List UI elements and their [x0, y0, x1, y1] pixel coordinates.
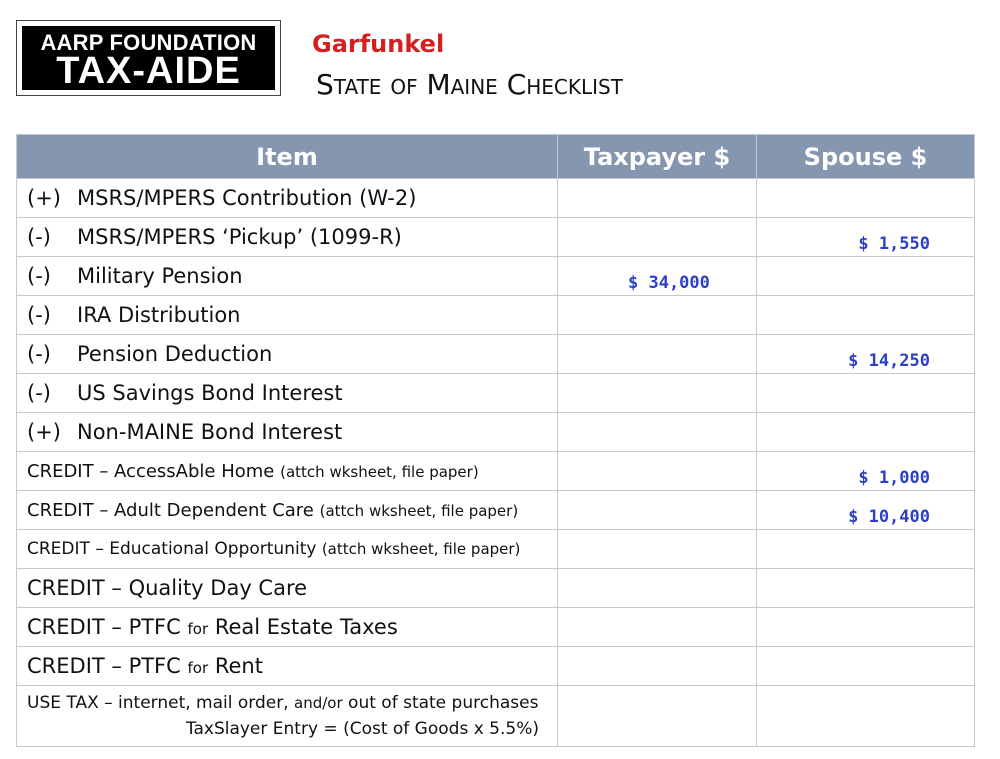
- row-label2: Real Estate Taxes: [214, 615, 398, 639]
- row-sign: (+): [27, 186, 61, 210]
- row-label: MSRS/MPERS ‘Pickup’ (1099-R): [77, 225, 402, 249]
- table-row: [17, 491, 975, 530]
- taxpayer-amount[interactable]: [558, 335, 757, 374]
- table-row-use-tax: [17, 686, 975, 747]
- row-item: [17, 413, 558, 452]
- table-row: [17, 296, 975, 335]
- table-row: [17, 608, 975, 647]
- row-note: (attch wksheet, file paper): [319, 501, 519, 520]
- row-sign: (-): [27, 303, 51, 327]
- row-item: [17, 257, 558, 296]
- row-item: [17, 530, 558, 569]
- page-title-text: State of Maine Checklist: [316, 68, 623, 101]
- spouse-amount[interactable]: [757, 686, 975, 747]
- spouse-amount[interactable]: [757, 374, 975, 413]
- taxpayer-amount[interactable]: [558, 296, 757, 335]
- row-label: Pension Deduction: [77, 342, 273, 366]
- row-label: CREDIT – PTFC: [27, 654, 181, 678]
- spouse-amount[interactable]: [757, 608, 975, 647]
- table-row: [17, 179, 975, 218]
- spouse-amount[interactable]: $ 14,250: [757, 335, 975, 374]
- table-row: [17, 257, 975, 296]
- row-item: [17, 569, 558, 608]
- row-item: [17, 608, 558, 647]
- header-taxpayer: Taxpayer $: [558, 135, 757, 179]
- row-label: CREDIT – Adult Dependent Care: [27, 499, 314, 521]
- logo-block: [22, 26, 275, 90]
- spouse-amount[interactable]: [757, 179, 975, 218]
- spouse-amount[interactable]: $ 1,000: [757, 452, 975, 491]
- taxpayer-amount[interactable]: [558, 647, 757, 686]
- taxpayer-amount[interactable]: [558, 686, 757, 747]
- spouse-amount[interactable]: [757, 257, 975, 296]
- taxpayer-amount[interactable]: [558, 179, 757, 218]
- row-label: CREDIT – Quality Day Care: [27, 576, 308, 600]
- use-tax-small-word: and/or: [294, 694, 343, 712]
- row-item: [17, 218, 558, 257]
- row-sign: (+): [27, 420, 61, 444]
- row-small-word: for: [187, 620, 209, 638]
- row-item: [17, 452, 558, 491]
- taxpayer-amount[interactable]: [558, 491, 757, 530]
- row-item: [17, 374, 558, 413]
- spouse-amount[interactable]: [757, 647, 975, 686]
- row-item: [17, 647, 558, 686]
- spouse-amount[interactable]: [757, 413, 975, 452]
- checklist-table: [16, 134, 975, 747]
- spouse-amount[interactable]: [757, 530, 975, 569]
- use-tax-line2: TaxSlayer Entry = (Cost of Goods x 5.5%): [185, 719, 539, 739]
- use-tax-line1: [27, 693, 557, 713]
- use-tax-part2: out of state purchases: [348, 693, 539, 713]
- row-label: CREDIT – Educational Opportunity: [27, 539, 317, 559]
- table-row: [17, 218, 975, 257]
- row-label: IRA Distribution: [77, 303, 241, 327]
- aarp-tax-aide-logo: [16, 20, 281, 96]
- page-title: [316, 68, 623, 101]
- logo-line2: TAX-AIDE: [56, 50, 241, 92]
- spouse-amount[interactable]: $ 10,400: [757, 491, 975, 530]
- taxpayer-amount[interactable]: [558, 530, 757, 569]
- use-tax-part1: USE TAX – internet, mail order,: [27, 693, 289, 713]
- spouse-amount[interactable]: [757, 569, 975, 608]
- row-sign: (-): [27, 381, 51, 405]
- table-row: [17, 413, 975, 452]
- header-spouse: Spouse $: [757, 135, 975, 179]
- table-row: [17, 335, 975, 374]
- row-label: US Savings Bond Interest: [77, 381, 343, 405]
- row-note: (attch wksheet, file paper): [280, 462, 479, 481]
- spouse-amount[interactable]: [757, 296, 975, 335]
- row-label2: Rent: [214, 654, 263, 678]
- taxpayer-amount[interactable]: [558, 452, 757, 491]
- table-row: [17, 530, 975, 569]
- taxpayer-amount[interactable]: [558, 569, 757, 608]
- row-item: [17, 335, 558, 374]
- taxpayer-amount[interactable]: [558, 374, 757, 413]
- spouse-amount[interactable]: $ 1,550: [757, 218, 975, 257]
- row-label: Military Pension: [77, 264, 243, 288]
- row-label: Non-MAINE Bond Interest: [77, 420, 343, 444]
- taxpayer-amount[interactable]: [558, 413, 757, 452]
- logo-line1: AARP FOUNDATION: [40, 30, 257, 55]
- row-label: MSRS/MPERS Contribution (W-2): [77, 186, 417, 210]
- table-row: [17, 647, 975, 686]
- row-sign: (-): [27, 342, 51, 366]
- table-row: [17, 569, 975, 608]
- row-note: (attch wksheet, file paper): [321, 540, 521, 558]
- row-item: [17, 179, 558, 218]
- taxpayer-amount[interactable]: $ 34,000: [558, 257, 757, 296]
- taxpayer-amount[interactable]: [558, 218, 757, 257]
- row-item: [17, 296, 558, 335]
- row-small-word: for: [187, 659, 209, 677]
- header-item: Item: [17, 135, 558, 179]
- table-row: [17, 374, 975, 413]
- header-row: [17, 135, 975, 179]
- taxpayer-amount[interactable]: [558, 608, 757, 647]
- client-name: Garfunkel: [312, 30, 445, 58]
- row-item: [17, 491, 558, 530]
- row-label: CREDIT – AccessAble Home: [27, 460, 275, 482]
- use-tax-item: [17, 686, 558, 747]
- table-row: [17, 452, 975, 491]
- row-sign: (-): [27, 225, 51, 249]
- row-sign: (-): [27, 264, 51, 288]
- row-label: CREDIT – PTFC: [27, 615, 181, 639]
